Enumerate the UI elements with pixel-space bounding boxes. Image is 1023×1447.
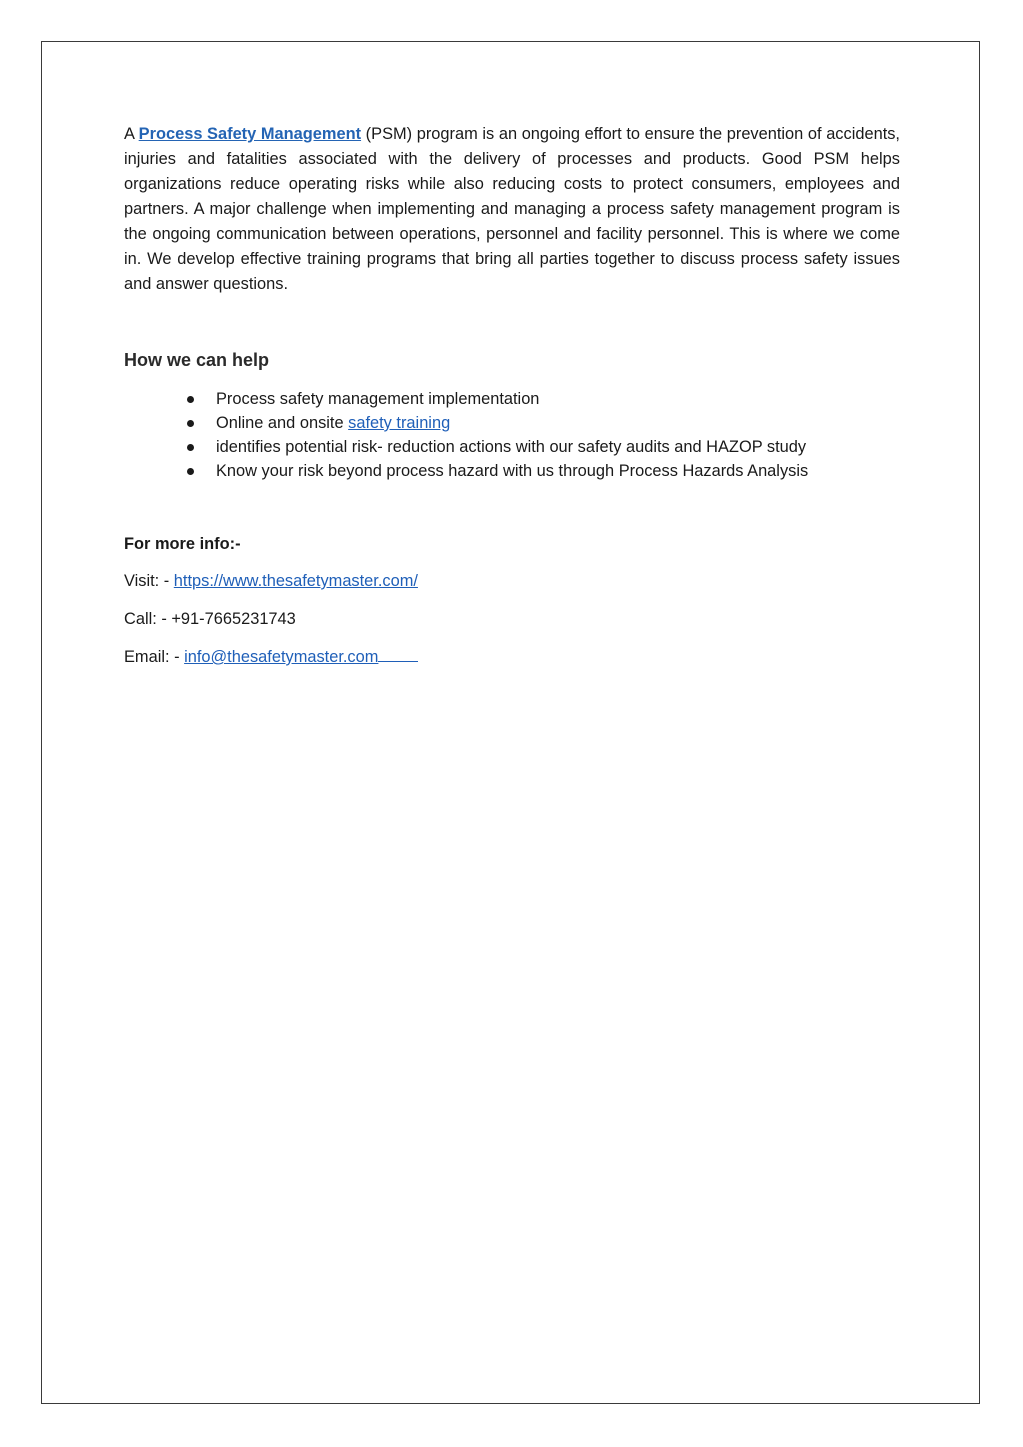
bullet-icon xyxy=(187,444,194,451)
visit-line xyxy=(124,570,900,592)
visit-label: Visit: - xyxy=(124,572,174,590)
intro-lead: A xyxy=(124,125,139,143)
info-heading: For more info:- xyxy=(124,535,241,553)
call-label: Call: - xyxy=(124,610,172,628)
list-item xyxy=(186,459,900,483)
list-item xyxy=(186,411,900,435)
call-line xyxy=(124,608,900,630)
list-item-text: identifies potential risk- reduction actions with our safety audits and HAZOP study xyxy=(216,438,807,456)
document-content xyxy=(124,122,900,668)
safety-training-link[interactable]: safety training xyxy=(348,414,451,432)
list-item xyxy=(186,435,900,459)
website-link[interactable]: https://www.thesafetymaster.com/ xyxy=(173,572,418,590)
help-list xyxy=(124,387,900,483)
intro-paragraph xyxy=(124,122,900,297)
intro-body: (PSM) program is an ongoing effort to ensure the prevention of accidents, injuries and fatalities associated with the delivery of processes and products. Good PSM helps organizations reduce operating risks while also reducing costs to protect consumers, employees and partners. A major challenge when implementing and managing a process safety management program is the ongoing communication between operations, personnel and facility personnel. This is where we come in. We develop effective training programs that bring all parties together to discuss process safety issues and answer questions. xyxy=(124,125,900,293)
bullet-icon xyxy=(187,420,194,427)
bullet-icon xyxy=(187,396,194,403)
list-item-text: Process safety management implementation xyxy=(216,390,540,408)
section-heading: How we can help xyxy=(124,350,270,370)
bullet-icon xyxy=(187,468,194,475)
phone-number: +91-7665231743 xyxy=(171,610,296,628)
list-item-text: Online and onsite xyxy=(216,414,349,432)
email-label: Email: - xyxy=(124,648,185,666)
email-link[interactable]: info@thesafetymaster.com xyxy=(184,648,379,666)
list-item xyxy=(186,387,900,411)
psm-link[interactable]: Process Safety Management xyxy=(138,125,362,143)
email-underline-trail xyxy=(378,647,418,662)
list-item-text: Know your risk beyond process hazard with us through Process Hazards Analysis xyxy=(216,462,809,480)
email-line xyxy=(124,646,900,668)
